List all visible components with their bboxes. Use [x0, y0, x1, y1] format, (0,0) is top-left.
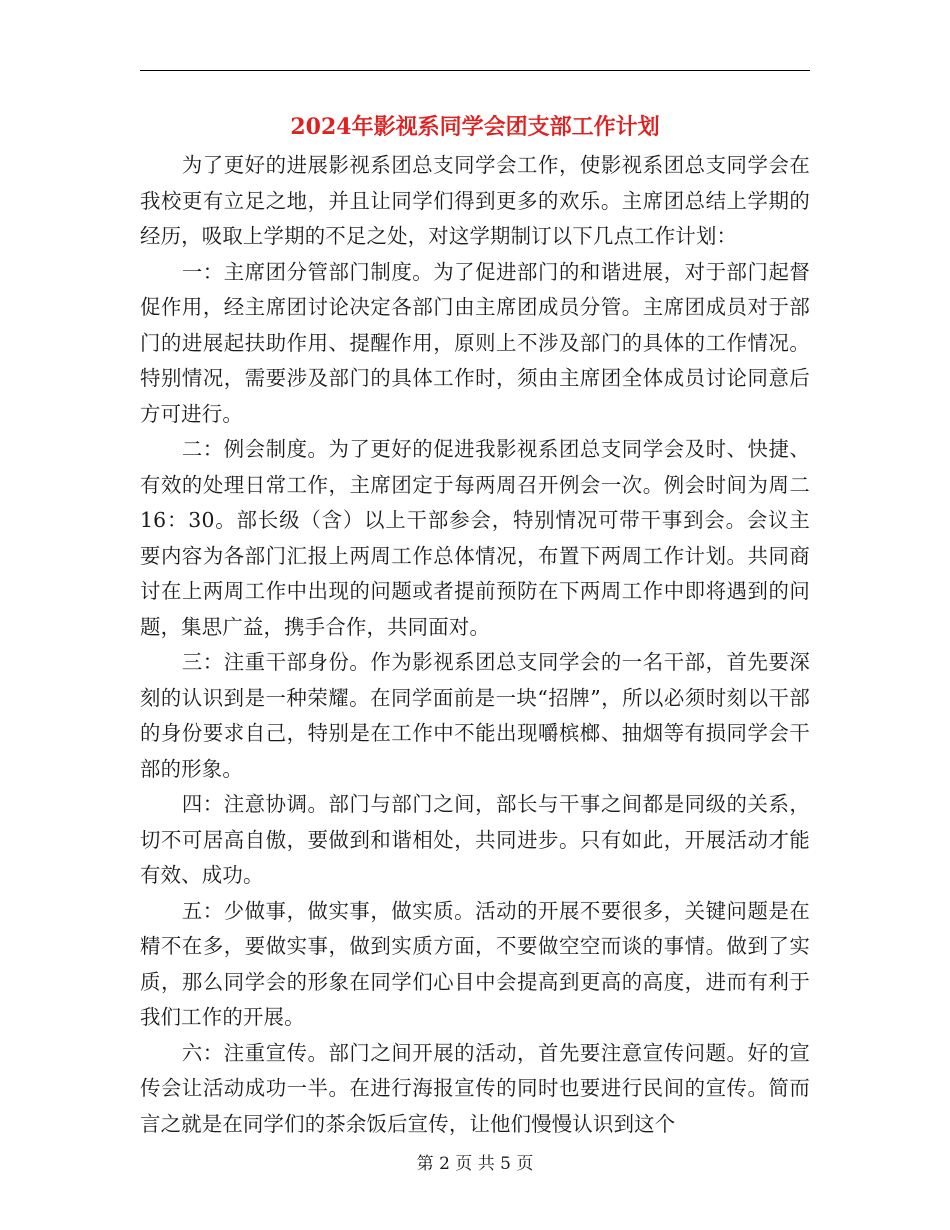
document-title: 2024年影视系同学会团支部工作计划 — [290, 114, 660, 140]
paragraph-item-6: 六：注重宣传。部门之间开展的活动，首先要注意宣传问题。好的宣传会让活动成功一半。在进行海报宣传的同时也要进行民间的宣传。简而言之就是在同学们的茶余饭后宣传，让他们慢慢认识到这个 — [140, 1040, 810, 1136]
header-rule — [140, 70, 810, 71]
page-number-footer: 第 2 页 共 5 页 — [416, 1154, 534, 1174]
paragraph-intro: 为了更好的进展影视系团总支同学会工作，使影视系团总支同学会在我校更有立足之地，并且让同学们得到更多的欢乐。主席团总结上学期的经历，吸取上学期的不足之处，对这学期制订以下几点工作计划： — [140, 153, 810, 248]
paragraph-item-2: 二：例会制度。为了更好的促进我影视系团总支同学会及时、快捷、有效的处理日常工作，主席团定于每两周召开例会一次。例会时间为周二16：30。部长级（含）以上干部参会，特别情况可带干事到会。会议主要内容为各部门汇报上两周工作总体情况，布置下两周工作计划。共同商讨在上两周工作中出现的问题或者提前预防在下两周工作中即将遇到的问题，集思广益，携手合作，共同面对。 — [140, 437, 810, 639]
paragraph-item-1: 一：主席团分管部门制度。为了促进部门的和谐进展，对于部门起督促作用，经主席团讨论决定各部门由主席团成员分管。主席团成员对于部门的进展起扶助作用、提醒作用，原则上不涉及部门的具体的工作情况。特别情况，需要涉及部门的具体工作时，须由主席团全体成员讨论同意后方可进行。 — [140, 259, 810, 426]
paragraph-item-5: 五：少做事，做实事，做实质。活动的开展不要很多，关键问题是在精不在多，要做实事，做到实质方面，不要做空空而谈的事情。做到了实质，那么同学会的形象在同学们心目中会提高到更高的高度，进而有利于我们工作的开展。 — [140, 898, 810, 1029]
document-body — [140, 148, 810, 1142]
paragraph-item-3: 三：注重干部身份。作为影视系团总支同学会的一名干部，首先要深刻的认识到是一种荣耀。在同学面前是一块“招牌”，所以必须时刻以干部的身份要求自己，特别是在工作中不能出现嚼槟榔、抽烟等有损同学会干部的形象。 — [140, 650, 810, 781]
paragraph-item-4: 四：注意协调。部门与部门之间，部长与干事之间都是同级的关系，切不可居高自傲，要做到和谐相处，共同进步。只有如此，开展活动才能有效、成功。 — [140, 792, 810, 887]
